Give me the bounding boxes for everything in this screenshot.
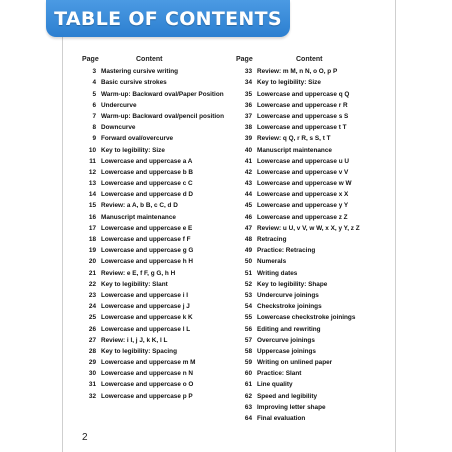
toc-entry [236,135,396,143]
toc-entry-title: Manuscript maintenance [257,146,332,154]
toc-entry [236,124,396,132]
toc-page-number: 6 [92,101,96,109]
toc-entry-title: Downcurve [101,124,136,132]
toc-page-number: 14 [88,191,96,199]
toc-entry-title: Lowercase checkstroke joinings [257,314,356,322]
toc-entry-title: Practice: Slant [257,370,302,378]
toc-page-number: 42 [244,168,252,176]
toc-header [236,54,396,65]
toc-page-number: 16 [88,213,96,221]
toc-page-number: 10 [88,146,96,154]
toc-entry [82,337,242,345]
toc-entry-title: Lowercase and uppercase x X [257,191,349,199]
toc-entry-title: Lowercase and uppercase n N [101,370,193,378]
toc-entry-title: Forward oval/overcurve [101,135,174,143]
toc-page-number: 33 [244,68,252,76]
toc-entry [236,102,396,110]
toc-page-number: 15 [88,202,96,210]
toc-entry-title: Lowercase and uppercase g G [101,247,194,255]
toc-page-number: 61 [244,381,252,389]
toc-entry [82,314,242,322]
toc-entry-title: Review: i I, j J, k K, l L [101,336,168,344]
toc-page-number: 49 [244,247,252,255]
toc-entry [236,404,396,412]
toc-page-number: 46 [244,213,252,221]
toc-entry [236,158,396,166]
toc-entry-title: Lowercase and uppercase q Q [257,90,350,98]
toc-entry [82,370,242,378]
toc-entry-title: Lowercase and uppercase y Y [257,202,349,210]
header-content: Content [296,56,323,63]
toc-entry [82,79,242,87]
toc-entry [236,147,396,155]
toc-entry-title: Manuscript maintenance [101,213,176,221]
toc-entry-title: Final evaluation [257,415,306,422]
toc-page-number: 24 [88,303,96,311]
toc-page-number: 32 [88,392,96,400]
toc-page-number: 48 [244,236,252,243]
toc-page-number: 37 [244,112,252,120]
toc-entry-title: Lowercase and uppercase w W [257,180,352,188]
toc-entry-title: Mastering cursive writing [101,68,179,76]
toc-entry-title: Warm-up: Backward oval/Paper Position [101,90,224,98]
toc-entry [236,359,396,367]
toc-entry-title: Review: q Q, r R, s S, t T [257,135,331,143]
toc-page-number: 31 [88,381,96,389]
toc-entry-title: Numerals [257,258,287,266]
toc-entry-title: Lowercase and uppercase c C [101,180,193,188]
toc-page-number: 28 [88,347,96,355]
toc-entry [82,202,242,210]
toc-entry [236,348,396,356]
toc-entry [236,303,396,311]
header-page: Page [236,56,253,63]
toc-page-number: 12 [88,168,96,176]
toc-entry-title: Review: u U, v V, w W, x X, y Y, z Z [257,224,360,232]
toc-entry-title: Lowercase and uppercase m M [101,359,196,367]
toc-entry [82,124,242,132]
toc-entry [82,214,242,222]
toc-entry [82,258,242,266]
page-number: 2 [82,432,88,443]
toc-page-number: 59 [244,359,252,367]
toc-entry-title: Undercurve joinings [257,291,319,299]
toc-entry-title: Improving letter shape [257,403,326,411]
toc-entry [236,292,396,300]
toc-entry [82,113,242,121]
toc-entry [236,337,396,345]
toc-entry [236,68,396,76]
toc-entry [82,68,242,76]
toc-page-number: 27 [88,336,96,344]
toc-entry-title: Lowercase and uppercase v V [257,168,349,176]
toc-page-number: 35 [244,90,252,98]
page-title: TABLE OF CONTENTS [54,7,282,30]
toc-page-number: 18 [88,236,96,243]
toc-entry [82,236,242,244]
toc-page-number: 21 [88,269,96,277]
toc-page-number: 7 [92,112,96,120]
toc-page-number: 8 [92,124,96,132]
toc-page-number: 52 [244,280,252,288]
header-content: Content [136,56,163,63]
toc-entry [82,191,242,199]
toc-page-number: 13 [88,180,96,188]
toc-entry-title: Undercurve [101,101,137,109]
toc-entry-title: Editing and rewriting [257,325,321,333]
toc-page-number: 30 [88,370,96,378]
toc-entry [236,236,396,244]
toc-entry-title: Uppercase joinings [257,347,316,355]
toc-entry [82,303,242,311]
toc-entry [82,180,242,188]
toc-entry [236,326,396,334]
toc-header [82,54,242,65]
toc-entry-title: Lowercase and uppercase s S [257,112,349,120]
toc-page-number: 39 [244,135,252,143]
toc-entry [236,314,396,322]
toc-entry [236,202,396,210]
toc-page-number: 19 [88,247,96,255]
toc-page-number: 60 [244,370,252,378]
toc-entry [82,147,242,155]
toc-entry-title: Overcurve joinings [257,336,315,344]
toc-page-number: 41 [244,157,252,165]
toc-entry-title: Lowercase and uppercase p P [101,392,193,400]
toc-entry-title: Key to legibility: Shape [257,280,328,288]
toc-entry-title: Lowercase and uppercase e E [101,224,193,232]
toc-page-number: 29 [88,359,96,367]
toc-entry-title: Lowercase and uppercase a A [101,157,193,165]
toc-entry [82,348,242,356]
toc-entry [82,91,242,99]
toc-entry [236,393,396,401]
toc-right-list [236,68,396,423]
toc-entry-title: Lowercase and uppercase i I [101,291,189,299]
toc-entry [236,258,396,266]
toc-entry-title: Lowercase and uppercase r R [257,101,348,109]
toc-entry-title: Checkstroke joinings [257,303,322,311]
toc-page-number: 51 [244,269,252,277]
toc-entry [236,113,396,121]
toc-right-column [236,54,396,423]
toc-page-number: 62 [244,392,252,400]
toc-page-number: 17 [88,224,96,232]
toc-entry-title: Lowercase and uppercase z Z [257,213,348,221]
toc-entry-title: Lowercase and uppercase h H [101,258,193,266]
toc-page-number: 23 [88,291,96,299]
toc-entry-title: Key to legibility: Slant [101,280,168,288]
toc-page-number: 55 [244,314,252,322]
toc-page-number: 57 [244,336,252,344]
toc-entry [236,79,396,87]
toc-entry-title: Lowercase and uppercase f F [101,236,191,243]
toc-entry-title: Key to legibility: Size [101,146,165,154]
toc-entry-title: Writing dates [257,269,298,277]
toc-entry [82,393,242,401]
toc-entry [82,247,242,255]
toc-page-number: 53 [244,291,252,299]
toc-entry-title: Lowercase and uppercase t T [257,124,347,132]
toc-page-number: 36 [244,101,252,109]
toc-page-number: 54 [244,303,252,311]
toc-page-number: 50 [244,258,252,266]
toc-entry [236,415,396,423]
toc-entry [82,102,242,110]
toc-entry-title: Lowercase and uppercase d D [101,191,193,199]
toc-page-number: 22 [88,280,96,288]
toc-entry-title: Lowercase and uppercase k K [101,314,193,322]
toc-page-number: 25 [88,314,96,322]
toc-entry [236,381,396,389]
toc-entry-title: Lowercase and uppercase l L [101,325,191,333]
toc-page-number: 45 [244,202,252,210]
toc-left-list [82,68,242,400]
toc-page-number: 38 [244,124,252,132]
toc-page-number: 47 [244,224,252,232]
toc-entry [236,247,396,255]
toc-page-number: 5 [92,90,96,98]
toc-page-number: 4 [92,79,96,87]
toc-entry [236,214,396,222]
toc-entry-title: Key to legibility: Spacing [101,347,177,355]
toc-entry [82,225,242,233]
toc-entry [82,270,242,278]
toc-entry [82,326,242,334]
toc-page-number: 63 [244,403,252,411]
header-page: Page [82,56,99,63]
toc-entry-title: Writing on unlined paper [257,359,333,367]
toc-entry-title: Review: e E, f F, g G, h H [101,269,176,277]
toc-page-number: 58 [244,347,252,355]
toc-entry-title: Lowercase and uppercase j J [101,303,190,311]
toc-page-number: 9 [92,135,96,143]
toc-entry [236,180,396,188]
toc-entry [236,225,396,233]
toc-page-number: 26 [88,325,96,333]
toc-entry [236,91,396,99]
toc-page-number: 3 [92,68,96,76]
toc-page-number: 43 [244,180,252,188]
toc-entry [82,135,242,143]
toc-entry-title: Key to legibility: Size [257,79,321,87]
toc-entry [236,270,396,278]
toc-entry-title: Retracing [257,236,287,243]
toc-entry [236,191,396,199]
toc-entry-title: Basic cursive strokes [101,79,167,87]
toc-entry [236,370,396,378]
toc-page-number: 20 [88,258,96,266]
toc-entry [82,169,242,177]
toc-page-number: 56 [244,325,252,333]
toc-entry-title: Lowercase and uppercase o O [101,381,194,389]
toc-entry-title: Speed and legibility [257,392,318,400]
toc-entry-title: Practice: Retracing [257,247,316,255]
toc-entry [236,281,396,289]
toc-left-column [82,54,242,401]
toc-page-number: 40 [244,146,252,154]
toc-page-number: 44 [244,191,252,199]
toc-page-number: 64 [244,415,252,422]
toc-page-number: 34 [244,79,252,87]
toc-entry-title: Review: a A, b B, c C, d D [101,202,178,210]
toc-entry [82,359,242,367]
title-banner [46,0,290,37]
toc-entry-title: Warm-up: Backward oval/pencil position [101,112,224,120]
toc-entry-title: Review: m M, n N, o O, p P [257,68,338,76]
toc-page-number: 11 [89,157,96,165]
toc-entry [82,281,242,289]
toc-entry [82,381,242,389]
toc-entry [82,292,242,300]
toc-entry-title: Lowercase and uppercase b B [101,168,193,176]
toc-entry-title: Lowercase and uppercase u U [257,157,349,165]
toc-entry-title: Line quality [257,381,293,389]
toc-entry [82,158,242,166]
toc-entry [236,169,396,177]
